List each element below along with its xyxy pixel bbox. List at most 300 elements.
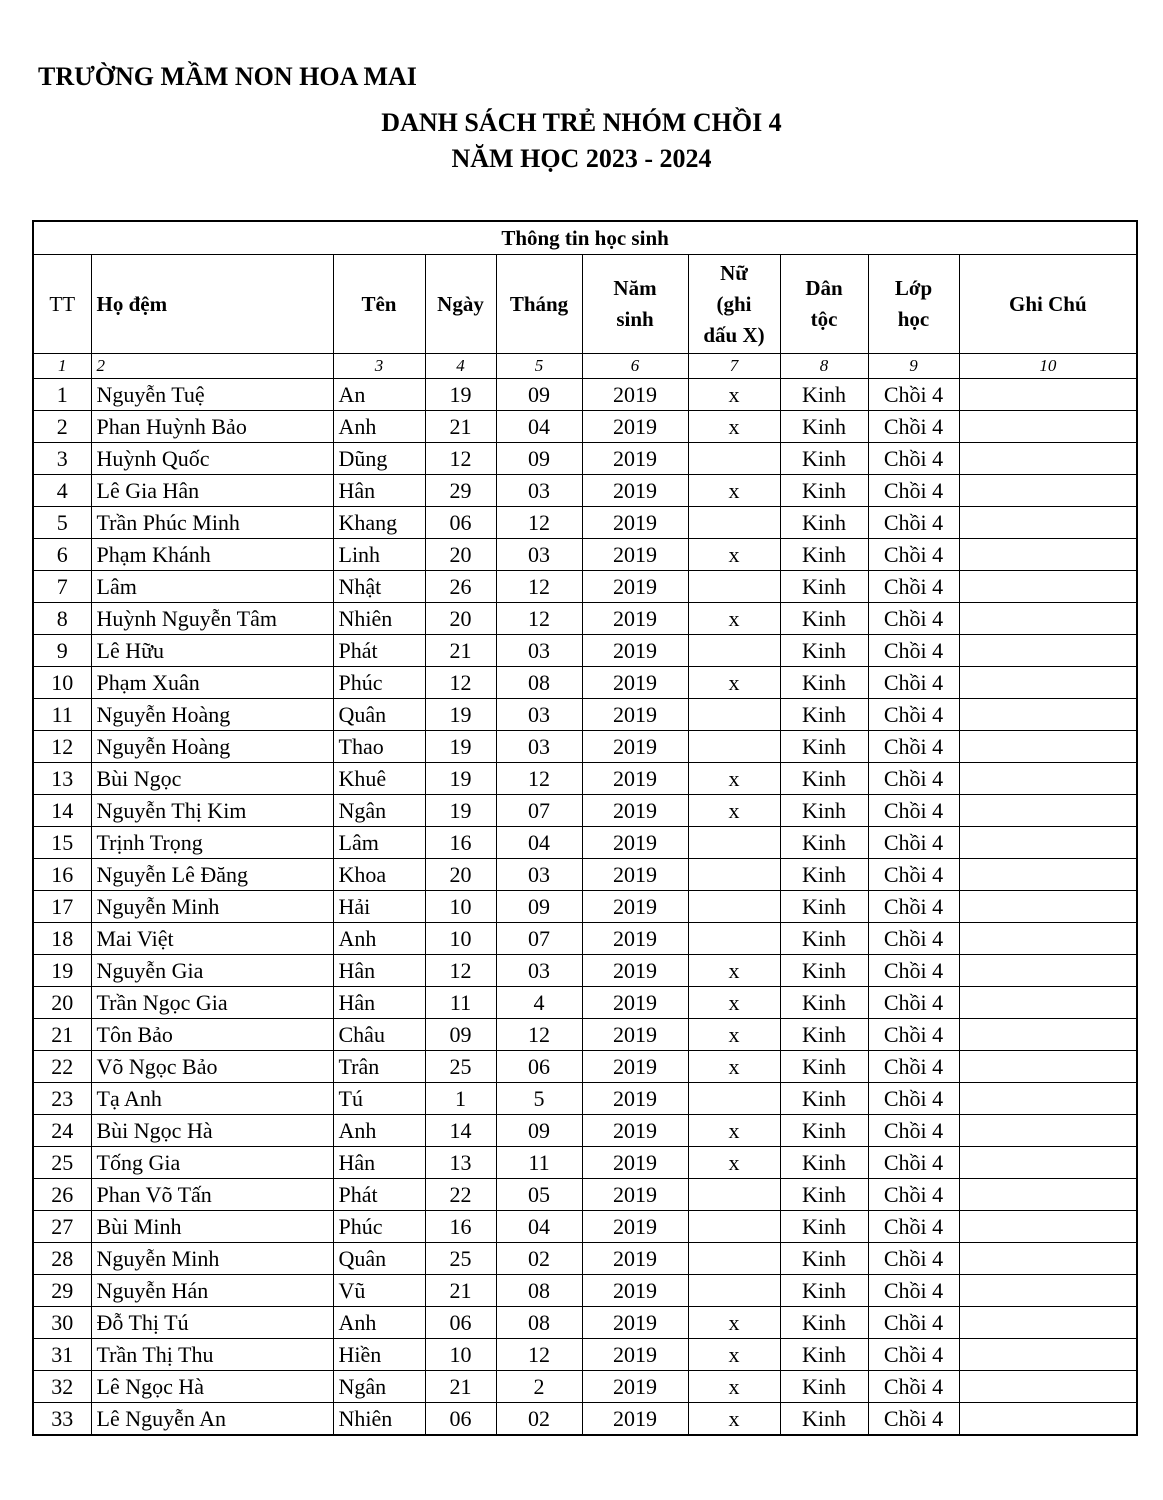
cell-ghi-chu — [959, 667, 1137, 699]
cell-ngay: 19 — [425, 731, 496, 763]
cell-dan-toc: Kinh — [780, 827, 868, 859]
table-row — [33, 891, 1137, 923]
cell-ho-dem: Huỳnh Nguyễn Tâm — [91, 603, 333, 635]
cell-thang: 08 — [496, 1307, 582, 1339]
cell-thang: 02 — [496, 1243, 582, 1275]
cell-ho-dem: Phan Huỳnh Bảo — [91, 411, 333, 443]
cell-nam-sinh: 2019 — [582, 731, 688, 763]
cell-dan-toc: Kinh — [780, 1371, 868, 1403]
table-row — [33, 635, 1137, 667]
cell-dan-toc: Kinh — [780, 1147, 868, 1179]
cell-ho-dem: Nguyễn Lê Đăng — [91, 859, 333, 891]
cell-nam-sinh: 2019 — [582, 1275, 688, 1307]
cell-ten: Dũng — [333, 443, 425, 475]
col-header-nu-line2: (ghi — [716, 291, 752, 316]
cell-dan-toc: Kinh — [780, 1339, 868, 1371]
cell-lop-hoc: Chồi 4 — [868, 1211, 959, 1243]
cell-ghi-chu — [959, 1371, 1137, 1403]
cell-ghi-chu — [959, 699, 1137, 731]
cell-lop-hoc: Chồi 4 — [868, 699, 959, 731]
cell-thang: 03 — [496, 539, 582, 571]
cell-dan-toc: Kinh — [780, 1403, 868, 1436]
column-number: 1 — [33, 354, 91, 379]
cell-ghi-chu — [959, 955, 1137, 987]
cell-ten: Hân — [333, 987, 425, 1019]
school-year: NĂM HỌC 2023 - 2024 — [451, 144, 712, 173]
cell-thang: 12 — [496, 603, 582, 635]
cell-nu: x — [688, 1115, 780, 1147]
col-header-dan-toc — [780, 255, 868, 354]
table-row — [33, 859, 1137, 891]
cell-dan-toc: Kinh — [780, 379, 868, 411]
cell-ngay: 16 — [425, 827, 496, 859]
cell-nam-sinh: 2019 — [582, 1083, 688, 1115]
cell-ho-dem: Trần Phúc Minh — [91, 507, 333, 539]
cell-ngay: 14 — [425, 1115, 496, 1147]
col-header-nu — [688, 255, 780, 354]
cell-dan-toc: Kinh — [780, 411, 868, 443]
cell-dan-toc: Kinh — [780, 1083, 868, 1115]
cell-thang: 12 — [496, 763, 582, 795]
cell-ho-dem: Nguyễn Hoàng — [91, 731, 333, 763]
col-header-tt: TT — [33, 255, 91, 354]
cell-nu: x — [688, 539, 780, 571]
cell-tt: 20 — [33, 987, 91, 1019]
cell-ten: Anh — [333, 411, 425, 443]
table-row — [33, 731, 1137, 763]
col-header-nam-sinh-line1: Năm — [613, 276, 657, 300]
cell-ghi-chu — [959, 1339, 1137, 1371]
cell-dan-toc: Kinh — [780, 923, 868, 955]
cell-ghi-chu — [959, 1019, 1137, 1051]
cell-ho-dem: Nguyễn Minh — [91, 891, 333, 923]
cell-thang: 09 — [496, 891, 582, 923]
col-header-nu-line3: dấu X) — [703, 322, 765, 347]
table-row — [33, 1179, 1137, 1211]
cell-ho-dem: Lê Gia Hân — [91, 475, 333, 507]
cell-thang: 12 — [496, 507, 582, 539]
cell-dan-toc: Kinh — [780, 507, 868, 539]
cell-nam-sinh: 2019 — [582, 1307, 688, 1339]
cell-dan-toc: Kinh — [780, 1243, 868, 1275]
cell-tt: 10 — [33, 667, 91, 699]
table-row — [33, 1243, 1137, 1275]
cell-lop-hoc: Chồi 4 — [868, 379, 959, 411]
cell-lop-hoc: Chồi 4 — [868, 859, 959, 891]
cell-tt: 18 — [33, 923, 91, 955]
cell-ten: Hải — [333, 891, 425, 923]
cell-ngay: 26 — [425, 571, 496, 603]
col-header-lop-hoc-line2: học — [897, 307, 930, 331]
col-header-ten: Tên — [333, 255, 425, 354]
cell-nam-sinh: 2019 — [582, 1019, 688, 1051]
table-row — [33, 379, 1137, 411]
cell-ghi-chu — [959, 411, 1137, 443]
cell-ho-dem: Phạm Khánh — [91, 539, 333, 571]
cell-ho-dem: Trần Thị Thu — [91, 1339, 333, 1371]
cell-ghi-chu — [959, 603, 1137, 635]
cell-thang: 05 — [496, 1179, 582, 1211]
cell-ghi-chu — [959, 1211, 1137, 1243]
cell-ten: Phát — [333, 635, 425, 667]
cell-ho-dem: Nguyễn Thị Kim — [91, 795, 333, 827]
cell-tt: 26 — [33, 1179, 91, 1211]
cell-tt: 22 — [33, 1051, 91, 1083]
cell-ghi-chu — [959, 1179, 1137, 1211]
cell-ngay: 1 — [425, 1083, 496, 1115]
cell-nu — [688, 859, 780, 891]
cell-lop-hoc: Chồi 4 — [868, 891, 959, 923]
cell-nam-sinh: 2019 — [582, 1339, 688, 1371]
cell-dan-toc: Kinh — [780, 603, 868, 635]
cell-ten: Nhiên — [333, 1403, 425, 1436]
cell-ghi-chu — [959, 379, 1137, 411]
cell-lop-hoc: Chồi 4 — [868, 667, 959, 699]
table-row — [33, 923, 1137, 955]
column-number: 7 — [688, 354, 780, 379]
cell-nu — [688, 571, 780, 603]
table-row — [33, 795, 1137, 827]
cell-tt: 31 — [33, 1339, 91, 1371]
cell-dan-toc: Kinh — [780, 699, 868, 731]
cell-tt: 19 — [33, 955, 91, 987]
cell-ngay: 06 — [425, 1307, 496, 1339]
cell-ho-dem: Lê Nguyễn An — [91, 1403, 333, 1436]
cell-tt: 2 — [33, 411, 91, 443]
cell-nam-sinh: 2019 — [582, 891, 688, 923]
cell-ho-dem: Lê Ngọc Hà — [91, 1371, 333, 1403]
col-header-nam-sinh — [582, 255, 688, 354]
cell-dan-toc: Kinh — [780, 1051, 868, 1083]
cell-lop-hoc: Chồi 4 — [868, 1307, 959, 1339]
cell-ho-dem: Lâm — [91, 571, 333, 603]
cell-ngay: 21 — [425, 635, 496, 667]
cell-thang: 11 — [496, 1147, 582, 1179]
cell-lop-hoc: Chồi 4 — [868, 1051, 959, 1083]
cell-tt: 28 — [33, 1243, 91, 1275]
cell-nam-sinh: 2019 — [582, 507, 688, 539]
cell-tt: 5 — [33, 507, 91, 539]
table-row — [33, 1307, 1137, 1339]
cell-tt: 29 — [33, 1275, 91, 1307]
col-header-dan-toc-line2: tộc — [810, 307, 838, 331]
cell-lop-hoc: Chồi 4 — [868, 987, 959, 1019]
table-row — [33, 667, 1137, 699]
cell-tt: 1 — [33, 379, 91, 411]
cell-lop-hoc: Chồi 4 — [868, 475, 959, 507]
column-number: 9 — [868, 354, 959, 379]
cell-ten: Ngân — [333, 795, 425, 827]
cell-nam-sinh: 2019 — [582, 667, 688, 699]
cell-nu: x — [688, 955, 780, 987]
cell-ghi-chu — [959, 1403, 1137, 1436]
cell-nam-sinh: 2019 — [582, 923, 688, 955]
cell-nu: x — [688, 475, 780, 507]
cell-nu: x — [688, 411, 780, 443]
cell-lop-hoc: Chồi 4 — [868, 1019, 959, 1051]
cell-ho-dem: Nguyễn Hán — [91, 1275, 333, 1307]
column-number: 4 — [425, 354, 496, 379]
cell-ngay: 19 — [425, 795, 496, 827]
cell-ho-dem: Tống Gia — [91, 1147, 333, 1179]
cell-lop-hoc: Chồi 4 — [868, 571, 959, 603]
table-row — [33, 475, 1137, 507]
cell-dan-toc: Kinh — [780, 955, 868, 987]
cell-ngay: 22 — [425, 1179, 496, 1211]
cell-dan-toc: Kinh — [780, 859, 868, 891]
cell-ho-dem: Trần Ngọc Gia — [91, 987, 333, 1019]
cell-thang: 12 — [496, 571, 582, 603]
cell-lop-hoc: Chồi 4 — [868, 1147, 959, 1179]
cell-ten: Hiền — [333, 1339, 425, 1371]
cell-nam-sinh: 2019 — [582, 763, 688, 795]
cell-ten: Ngân — [333, 1371, 425, 1403]
col-header-ghi-chu: Ghi Chú — [959, 255, 1137, 354]
cell-ghi-chu — [959, 827, 1137, 859]
cell-nam-sinh: 2019 — [582, 827, 688, 859]
cell-ten: Châu — [333, 1019, 425, 1051]
cell-ngay: 10 — [425, 891, 496, 923]
group-header: Thông tin học sinh — [33, 221, 1137, 255]
cell-nu: x — [688, 1371, 780, 1403]
cell-ngay: 19 — [425, 763, 496, 795]
cell-nam-sinh: 2019 — [582, 955, 688, 987]
cell-nam-sinh: 2019 — [582, 987, 688, 1019]
cell-dan-toc: Kinh — [780, 1019, 868, 1051]
cell-tt: 17 — [33, 891, 91, 923]
table-row — [33, 827, 1137, 859]
cell-tt: 4 — [33, 475, 91, 507]
cell-ho-dem: Bùi Ngọc Hà — [91, 1115, 333, 1147]
cell-ngay: 19 — [425, 379, 496, 411]
cell-nam-sinh: 2019 — [582, 1371, 688, 1403]
cell-nu — [688, 827, 780, 859]
cell-tt: 33 — [33, 1403, 91, 1436]
cell-nam-sinh: 2019 — [582, 539, 688, 571]
cell-thang: 03 — [496, 475, 582, 507]
cell-nam-sinh: 2019 — [582, 379, 688, 411]
cell-thang: 08 — [496, 1275, 582, 1307]
cell-ten: Anh — [333, 1115, 425, 1147]
cell-ten: Quân — [333, 699, 425, 731]
cell-ten: Phúc — [333, 1211, 425, 1243]
cell-tt: 15 — [33, 827, 91, 859]
cell-nu: x — [688, 1019, 780, 1051]
cell-tt: 27 — [33, 1211, 91, 1243]
cell-ten: Anh — [333, 923, 425, 955]
cell-ten: Thao — [333, 731, 425, 763]
cell-ngay: 20 — [425, 859, 496, 891]
cell-tt: 21 — [33, 1019, 91, 1051]
cell-ngay: 06 — [425, 507, 496, 539]
cell-thang: 08 — [496, 667, 582, 699]
cell-dan-toc: Kinh — [780, 891, 868, 923]
cell-nu — [688, 699, 780, 731]
student-table — [32, 220, 1138, 1436]
col-header-thang: Tháng — [496, 255, 582, 354]
cell-lop-hoc: Chồi 4 — [868, 1083, 959, 1115]
cell-ngay: 20 — [425, 603, 496, 635]
cell-nu: x — [688, 667, 780, 699]
cell-ngay: 29 — [425, 475, 496, 507]
cell-nu: x — [688, 1403, 780, 1436]
cell-ho-dem: Phan Võ Tấn — [91, 1179, 333, 1211]
col-header-lop-hoc — [868, 255, 959, 354]
cell-ho-dem: Tôn Bảo — [91, 1019, 333, 1051]
table-row — [33, 1211, 1137, 1243]
cell-nu: x — [688, 1051, 780, 1083]
cell-ho-dem: Nguyễn Tuệ — [91, 379, 333, 411]
school-name: TRƯỜNG MẦM NON HOA MAI — [38, 62, 417, 91]
cell-nu — [688, 923, 780, 955]
cell-nu — [688, 891, 780, 923]
cell-nu: x — [688, 987, 780, 1019]
table-row — [33, 955, 1137, 987]
cell-ten: Tú — [333, 1083, 425, 1115]
column-number: 2 — [91, 354, 333, 379]
cell-ngay: 20 — [425, 539, 496, 571]
cell-dan-toc: Kinh — [780, 635, 868, 667]
cell-ngay: 25 — [425, 1243, 496, 1275]
cell-thang: 12 — [496, 1339, 582, 1371]
cell-thang: 4 — [496, 987, 582, 1019]
cell-thang: 2 — [496, 1371, 582, 1403]
cell-ngay: 21 — [425, 1371, 496, 1403]
col-header-lop-hoc-line1: Lớp — [894, 276, 933, 300]
cell-dan-toc: Kinh — [780, 475, 868, 507]
cell-ghi-chu — [959, 1083, 1137, 1115]
cell-thang: 12 — [496, 1019, 582, 1051]
cell-ho-dem: Đỗ Thị Tú — [91, 1307, 333, 1339]
cell-nu: x — [688, 1307, 780, 1339]
cell-thang: 5 — [496, 1083, 582, 1115]
cell-nam-sinh: 2019 — [582, 859, 688, 891]
col-header-dan-toc-line1: Dân — [805, 276, 843, 300]
cell-nu: x — [688, 795, 780, 827]
cell-ngay: 13 — [425, 1147, 496, 1179]
cell-lop-hoc: Chồi 4 — [868, 923, 959, 955]
cell-ngay: 12 — [425, 443, 496, 475]
cell-ho-dem: Võ Ngọc Bảo — [91, 1051, 333, 1083]
cell-dan-toc: Kinh — [780, 1211, 868, 1243]
cell-thang: 07 — [496, 923, 582, 955]
cell-thang: 04 — [496, 411, 582, 443]
cell-lop-hoc: Chồi 4 — [868, 763, 959, 795]
table-row — [33, 699, 1137, 731]
cell-ho-dem: Huỳnh Quốc — [91, 443, 333, 475]
cell-tt: 14 — [33, 795, 91, 827]
column-number: 3 — [333, 354, 425, 379]
cell-nu — [688, 443, 780, 475]
cell-ngay: 09 — [425, 1019, 496, 1051]
cell-ho-dem: Nguyễn Minh — [91, 1243, 333, 1275]
column-number: 8 — [780, 354, 868, 379]
cell-lop-hoc: Chồi 4 — [868, 1243, 959, 1275]
cell-dan-toc: Kinh — [780, 443, 868, 475]
cell-tt: 7 — [33, 571, 91, 603]
cell-thang: 02 — [496, 1403, 582, 1436]
cell-ghi-chu — [959, 1275, 1137, 1307]
cell-ho-dem: Tạ Anh — [91, 1083, 333, 1115]
cell-ho-dem: Phạm Xuân — [91, 667, 333, 699]
cell-tt: 13 — [33, 763, 91, 795]
cell-nam-sinh: 2019 — [582, 603, 688, 635]
cell-tt: 16 — [33, 859, 91, 891]
cell-tt: 9 — [33, 635, 91, 667]
cell-ngay: 21 — [425, 411, 496, 443]
cell-ghi-chu — [959, 635, 1137, 667]
cell-ten: Khoa — [333, 859, 425, 891]
table-row — [33, 1019, 1137, 1051]
cell-ho-dem: Mai Việt — [91, 923, 333, 955]
document-title: DANH SÁCH TRẺ NHÓM CHỒI 4 — [381, 108, 782, 137]
cell-thang: 03 — [496, 731, 582, 763]
cell-lop-hoc: Chồi 4 — [868, 955, 959, 987]
cell-nam-sinh: 2019 — [582, 699, 688, 731]
cell-ghi-chu — [959, 1147, 1137, 1179]
cell-thang: 03 — [496, 955, 582, 987]
cell-dan-toc: Kinh — [780, 571, 868, 603]
cell-tt: 25 — [33, 1147, 91, 1179]
cell-dan-toc: Kinh — [780, 987, 868, 1019]
cell-nam-sinh: 2019 — [582, 1051, 688, 1083]
cell-lop-hoc: Chồi 4 — [868, 539, 959, 571]
cell-nam-sinh: 2019 — [582, 1211, 688, 1243]
cell-ngay: 06 — [425, 1403, 496, 1436]
cell-nu — [688, 1211, 780, 1243]
cell-thang: 06 — [496, 1051, 582, 1083]
cell-thang: 04 — [496, 1211, 582, 1243]
cell-nam-sinh: 2019 — [582, 1147, 688, 1179]
cell-nam-sinh: 2019 — [582, 1243, 688, 1275]
cell-lop-hoc: Chồi 4 — [868, 635, 959, 667]
cell-tt: 12 — [33, 731, 91, 763]
cell-ten: Khuê — [333, 763, 425, 795]
cell-ten: Nhiên — [333, 603, 425, 635]
column-number: 10 — [959, 354, 1137, 379]
cell-lop-hoc: Chồi 4 — [868, 1179, 959, 1211]
cell-ghi-chu — [959, 923, 1137, 955]
cell-ngay: 19 — [425, 699, 496, 731]
cell-ho-dem: Lê Hữu — [91, 635, 333, 667]
col-header-nu-line1: Nữ — [720, 260, 748, 285]
cell-ten: Linh — [333, 539, 425, 571]
cell-nu: x — [688, 1147, 780, 1179]
cell-ho-dem: Nguyễn Gia — [91, 955, 333, 987]
cell-dan-toc: Kinh — [780, 1275, 868, 1307]
cell-nam-sinh: 2019 — [582, 1115, 688, 1147]
cell-nu: x — [688, 379, 780, 411]
cell-lop-hoc: Chồi 4 — [868, 1403, 959, 1436]
cell-ghi-chu — [959, 539, 1137, 571]
cell-ten: Hân — [333, 1147, 425, 1179]
cell-nam-sinh: 2019 — [582, 795, 688, 827]
cell-lop-hoc: Chồi 4 — [868, 443, 959, 475]
cell-thang: 03 — [496, 635, 582, 667]
cell-ho-dem: Bùi Minh — [91, 1211, 333, 1243]
cell-ghi-chu — [959, 731, 1137, 763]
table-row — [33, 763, 1137, 795]
cell-ghi-chu — [959, 891, 1137, 923]
cell-ho-dem: Nguyễn Hoàng — [91, 699, 333, 731]
table-row — [33, 603, 1137, 635]
cell-ngay: 16 — [425, 1211, 496, 1243]
cell-thang: 07 — [496, 795, 582, 827]
cell-lop-hoc: Chồi 4 — [868, 1339, 959, 1371]
cell-nu — [688, 1179, 780, 1211]
cell-ho-dem: Trịnh Trọng — [91, 827, 333, 859]
table-row — [33, 411, 1137, 443]
